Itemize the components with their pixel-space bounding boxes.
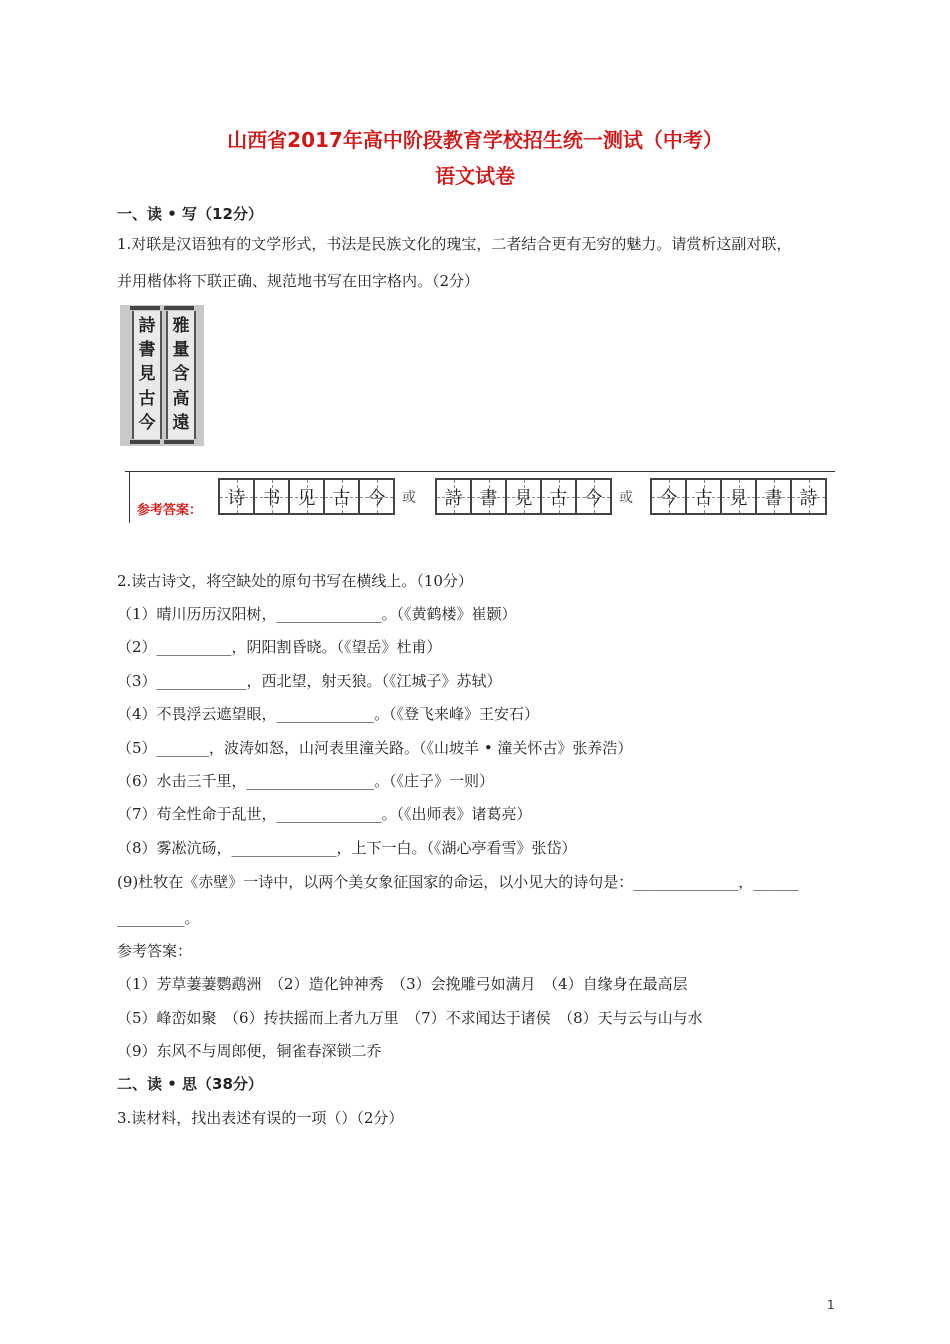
page-title: 山西省2017年高中阶段教育学校招生统一测试（中考） [227, 128, 723, 152]
poem-item: （3）____________，西北望，射天狼。（《江城子》苏轼） [117, 672, 502, 690]
grid-cell: 書 [470, 478, 507, 515]
couplet-char: 書 [138, 340, 156, 361]
page-subtitle: 语文试卷 [435, 164, 515, 188]
grid-cell: 今 [358, 478, 395, 515]
poem-item: （2）__________，阴阳割昏晓。（《望岳》杜甫） [117, 638, 442, 656]
grid-cell: 詩 [790, 478, 827, 515]
question-text: 3.读材料，找出表述有误的一项（）（2分） [117, 1109, 404, 1127]
grid-cell: 詩 [435, 478, 472, 515]
couplet-char: 量 [172, 340, 190, 361]
grid-cell: 見 [720, 478, 757, 515]
grid-cell: 今 [575, 478, 612, 515]
or-text: 或 [619, 490, 633, 506]
poem-item: （7）苟全性命于乱世，______________。（《出师表》诸葛亮） [117, 805, 532, 823]
page-number: 1 [827, 1298, 835, 1312]
couplet-image [120, 305, 204, 446]
poem-item: （4）不畏浮云遮望眼，_____________。（《登飞来峰》王安石） [117, 705, 540, 723]
answer-label: 参考答案： [117, 942, 193, 960]
couplet-char: 古 [138, 388, 156, 409]
section-heading: 一、读 • 写（12分） [117, 205, 263, 223]
poem-item: _________。 [117, 909, 200, 927]
couplet-char: 遠 [172, 412, 190, 433]
grid-cell: 見 [505, 478, 542, 515]
grid-cell: 古 [540, 478, 577, 515]
couplet-char: 詩 [138, 316, 156, 337]
grid-cell: 古 [685, 478, 722, 515]
or-text: 或 [402, 490, 416, 506]
poem-item: （5）_______，波涛如怒，山河表里潼关路。（《山坡羊 • 潼关怀古》张养浩） [117, 739, 633, 757]
question-text: 1.对联是汉语独有的文学形式，书法是民族文化的瑰宝，二者结合更有无穷的魅力。请赏析这副对联， [117, 235, 792, 253]
couplet-right-scroll [166, 311, 196, 439]
poem-item: (9)杜牧在《赤壁》一诗中，以两个美女象征国家的命运，以小见大的诗句是：______________，______ [117, 873, 799, 891]
question-text: 2.读古诗文，将空缺处的原句书写在横线上。（10分） [117, 572, 473, 590]
poem-item: （6）水击三千里，_________________。（《庄子》一则） [117, 772, 495, 790]
couplet-char: 今 [138, 412, 156, 433]
couplet-char: 高 [172, 388, 190, 409]
answer-label: 参考答案： [137, 503, 203, 518]
section-heading: 二、读 • 思（38分） [117, 1075, 263, 1093]
answer-line: （5）峰峦如聚 （6）抟扶摇而上者九万里 （7）不求闻达于诸侯 （8）天与云与山与水 [117, 1009, 703, 1027]
divider [125, 471, 835, 472]
grid-cell: 诗 [218, 478, 255, 515]
grid-group-3 [652, 478, 827, 515]
grid-cell: 古 [323, 478, 360, 515]
couplet-left-scroll [132, 311, 162, 439]
couplet-char: 含 [172, 364, 190, 385]
poem-item: （1）晴川历历汉阳树，______________。（《黄鹤楼》崔颢） [117, 605, 517, 623]
couplet-char: 雅 [172, 316, 190, 337]
grid-group-2 [437, 478, 612, 515]
divider [129, 471, 130, 523]
answer-grid-strip [125, 467, 835, 523]
poem-item: （8）雾凇沆砀，______________，上下一白。（《湖心亭看雪》张岱） [117, 839, 577, 857]
grid-cell: 书 [253, 478, 290, 515]
question-text: 并用楷体将下联正确、规范地书写在田字格内。（2分） [117, 272, 480, 290]
answer-line: （1）芳草萋萋鹦鹉洲 （2）造化钟神秀 （3）会挽雕弓如满月 （4）自缘身在最高层 [117, 975, 688, 993]
grid-cell: 见 [288, 478, 325, 515]
grid-group-1 [220, 478, 395, 515]
answer-line: （9）东风不与周郎便，铜雀春深锁二乔 [117, 1042, 382, 1060]
grid-cell: 今 [650, 478, 687, 515]
grid-cell: 書 [755, 478, 792, 515]
couplet-char: 見 [138, 364, 156, 385]
